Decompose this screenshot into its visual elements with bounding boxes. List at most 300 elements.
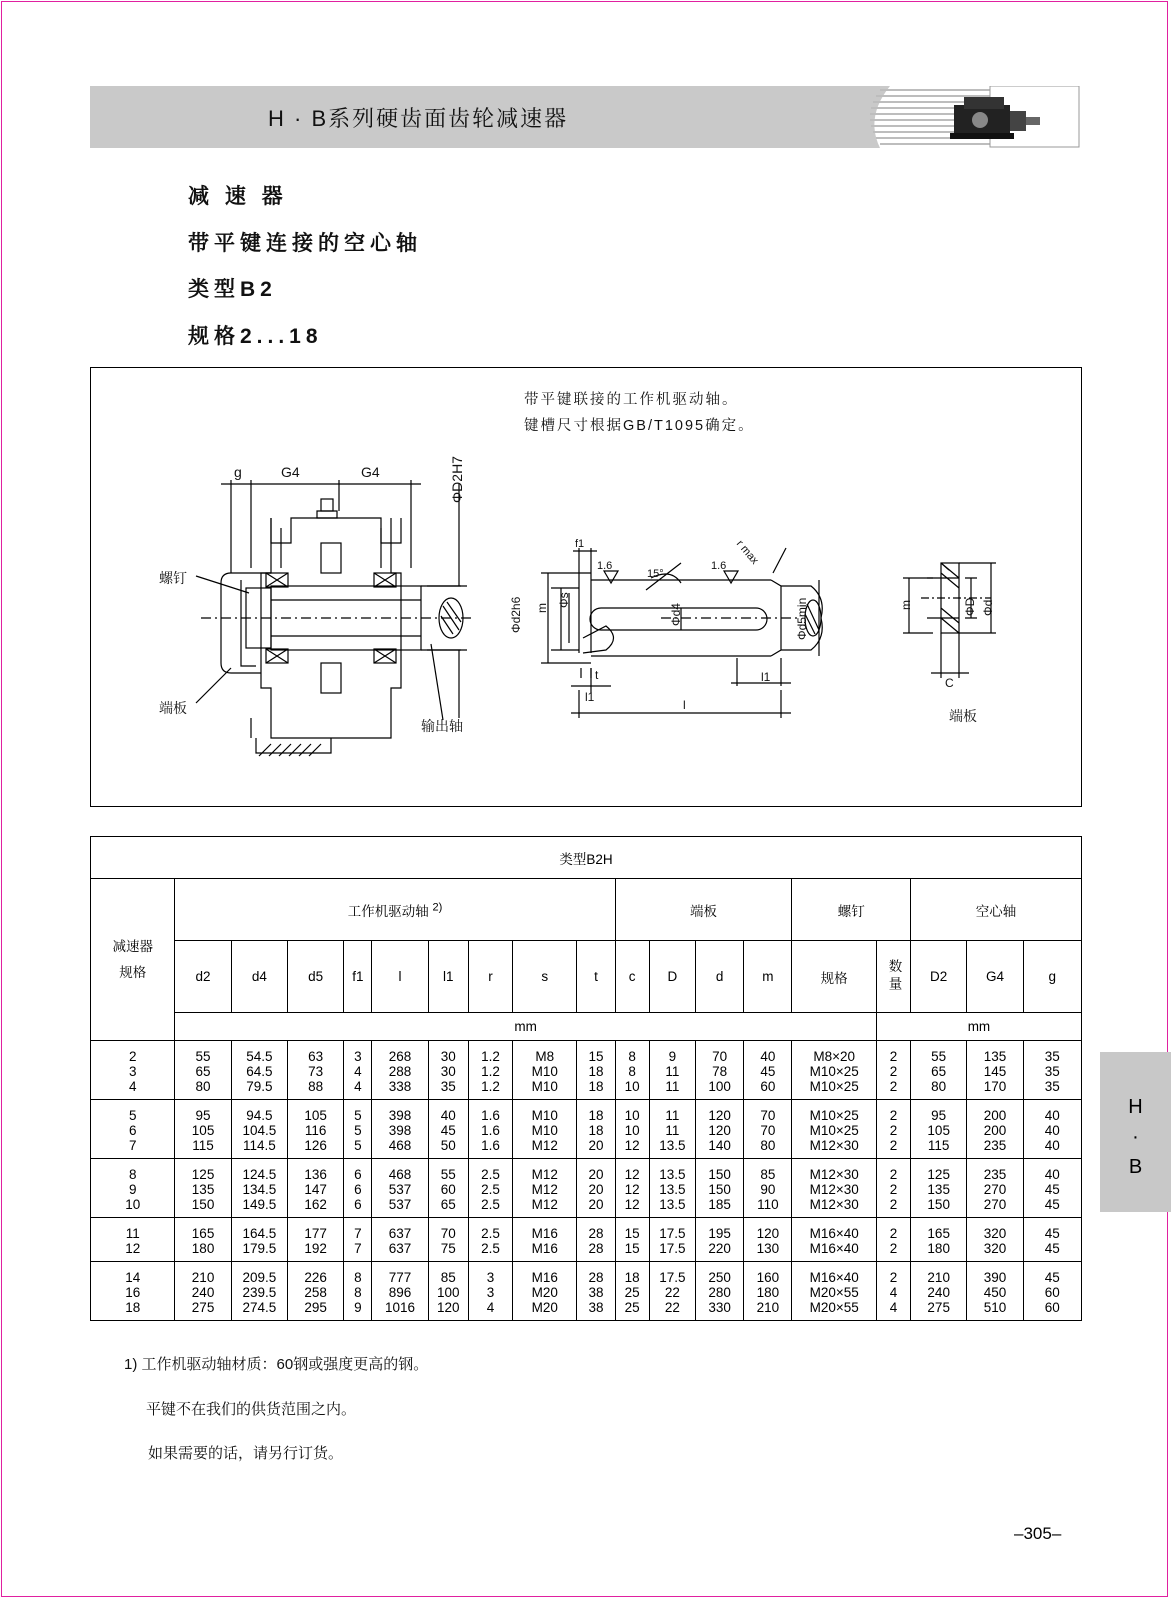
cell-d [695,1218,743,1262]
label-t: t [595,668,599,682]
cell-value: M10×25 [809,1064,859,1079]
cell-m [744,1262,792,1321]
cell-value: 45 [1044,1197,1060,1212]
cell-value: 18 [125,1300,141,1315]
label-roughness-1: 1.6 [597,560,613,572]
cell-value: 17.5 [659,1241,686,1256]
cell-d [695,1100,743,1159]
cell-value: 468 [388,1138,412,1153]
cell-value: 85 [440,1270,456,1285]
cell-value: 88 [308,1079,324,1094]
label-g4-left: G4 [281,464,300,480]
cell-value: 637 [388,1241,412,1256]
cell-value: 10 [624,1079,640,1094]
cell-value: 134.5 [242,1182,277,1197]
label-f1: f1 [575,538,585,550]
cell-value: 320 [983,1241,1007,1256]
cell-qty [876,1100,910,1159]
cell-value: 80 [760,1138,776,1153]
cell-value: 35 [440,1079,456,1094]
cell-value: 149.5 [242,1197,277,1212]
cell-value: 330 [708,1300,731,1315]
label-s: Φs [557,592,571,608]
cell-value: 45 [1044,1182,1060,1197]
cell-value: 240 [927,1285,950,1300]
label-output-shaft: 输出轴 [421,718,463,734]
cell-value: 17.5 [659,1270,686,1285]
cell-value: M12×30 [809,1167,859,1182]
cell-value: 64.5 [246,1064,273,1079]
cell-value: 2.5 [481,1182,500,1197]
cell-d2 [175,1218,231,1262]
cell-value: 90 [760,1182,776,1197]
screw-header: 螺钉 [792,879,911,941]
cell-c [615,1159,649,1218]
unit-mm-left: mm [175,1013,876,1041]
cell-value: 295 [304,1300,327,1315]
cell-f1 [344,1100,372,1159]
label-d5min: Φd5min [795,597,809,640]
cell-c [615,1262,649,1321]
cell-value: 9 [128,1182,137,1197]
cell-value: 177 [304,1226,327,1241]
cell-value: 8 [354,1285,362,1300]
cell-value: 12 [624,1138,640,1153]
col-r: r [468,941,512,1013]
cell-value: 115 [192,1138,214,1153]
cell-value: 140 [708,1138,731,1153]
label-plate-D: ΦD [963,597,977,616]
cell-value: 38 [588,1285,604,1300]
cell-l1 [428,1100,468,1159]
label-roughness-2: 1.6 [711,560,727,572]
cell-value: 250 [708,1270,731,1285]
label-d4: Φd4 [669,603,683,626]
cell-G4 [967,1041,1023,1100]
cell-value: 398 [388,1123,412,1138]
cell-value: 78 [712,1064,728,1079]
cell-value: 95 [195,1108,211,1123]
shaft-header: 工作机驱动轴 $^{2)}$ [175,879,615,941]
cell-value: 50 [440,1138,456,1153]
cell-value: 80 [931,1079,947,1094]
cell-value: 8 [128,1167,137,1182]
cell-g [1023,1041,1081,1100]
cell-l [372,1100,428,1159]
cell-value: 20 [588,1167,604,1182]
cell-sizes [91,1262,175,1321]
cell-screw [792,1218,876,1262]
cell-value: 20 [588,1182,604,1197]
cell-d [695,1159,743,1218]
cell-value: M12 [531,1197,558,1212]
col-D: D [649,941,695,1013]
cell-m [744,1100,792,1159]
cell-value: 160 [756,1270,780,1285]
cell-value: M20×55 [809,1300,859,1315]
cell-value: 28 [588,1241,604,1256]
cell-value: M16×40 [809,1270,859,1285]
cell-value: 60 [1044,1285,1060,1300]
table-row [91,1100,1082,1159]
cell-value: 258 [304,1285,327,1300]
hollow-shaft-header: 空心轴 [911,879,1082,941]
cell-value: M20 [531,1285,558,1300]
label-plate-d: Φd [981,599,995,616]
cell-value: 3 [128,1064,137,1079]
cell-t [577,1100,615,1159]
label-g: g [234,464,242,480]
header-band [90,86,1080,148]
cell-value: 1.6 [481,1138,500,1153]
cell-value: 124.5 [242,1167,277,1182]
cell-l1 [428,1218,468,1262]
drawing-note-2: 键槽尺寸根据GB/T1095确定。 [524,418,755,434]
cell-value: 73 [308,1064,324,1079]
cell-qty [876,1218,910,1262]
cell-screw [792,1100,876,1159]
cell-r [468,1041,512,1100]
cell-value: 12 [125,1241,141,1256]
cell-sizes [91,1041,175,1100]
cell-s [513,1041,577,1100]
cell-value: 100 [437,1285,460,1300]
cell-value: 185 [708,1197,731,1212]
cell-value: 4 [354,1064,362,1079]
cell-value: 537 [388,1182,412,1197]
cell-value: M12 [531,1138,558,1153]
cell-D [649,1100,695,1159]
cell-value: 338 [388,1079,412,1094]
cell-m [744,1041,792,1100]
col-d2: d2 [175,941,231,1013]
cell-value: 12 [624,1167,640,1182]
cell-value: 45 [1044,1270,1060,1285]
cell-value: 95 [931,1108,947,1123]
cell-r [468,1262,512,1321]
cell-sizes [91,1100,175,1159]
cell-value: 1.2 [481,1049,500,1064]
cell-value: 7 [354,1226,362,1241]
cell-d4 [231,1218,287,1262]
cell-value: M16 [531,1226,558,1241]
cell-value: 13.5 [659,1167,686,1182]
cell-value: M10 [531,1064,558,1079]
cell-value: 25 [624,1300,640,1315]
cell-value: 1.2 [481,1079,500,1094]
cell-value: 120 [756,1226,780,1241]
cell-D2 [911,1100,967,1159]
cell-value: 8 [354,1270,362,1285]
cell-value: 8 [628,1064,636,1079]
cell-value: 116 [304,1123,327,1138]
cell-value: M20 [531,1300,558,1315]
cell-value: M12×30 [809,1197,859,1212]
cell-value: 10 [624,1108,640,1123]
cell-d5 [287,1041,343,1100]
cell-value: 120 [437,1300,460,1315]
cell-d4 [231,1100,287,1159]
cell-value: 2 [889,1226,898,1241]
col-m: m [744,941,792,1013]
cell-value: 4 [354,1079,362,1094]
cell-s [513,1218,577,1262]
cell-d5 [287,1100,343,1159]
cell-value: 240 [191,1285,215,1300]
cell-value: 150 [927,1197,950,1212]
plate-header: 端板 [615,879,792,941]
cell-value: 126 [304,1138,327,1153]
cell-value: 65 [440,1197,456,1212]
cell-G4 [967,1100,1023,1159]
drawing-note-1: 带平键联接的工作机驱动轴。 [524,392,739,408]
cell-value: 2 [889,1108,898,1123]
cell-value: 3 [486,1285,495,1300]
cell-value: 63 [308,1049,324,1064]
cell-value: 45 [760,1064,776,1079]
cell-value: 18 [588,1108,604,1123]
cell-value: 896 [388,1285,412,1300]
size-header: 减速器 规格 [91,879,175,1041]
heading-reducer: 减 速 器 [188,185,288,208]
cell-value: 70 [760,1123,776,1138]
cell-value: 79.5 [246,1079,273,1094]
col-qty: 数量 [876,941,910,1013]
cell-value: 60 [1044,1300,1060,1315]
cell-d4 [231,1159,287,1218]
cell-value: 25 [624,1285,640,1300]
cell-value: 105 [304,1108,327,1123]
cell-value: 70 [760,1108,776,1123]
cell-value: 135 [927,1182,950,1197]
cell-value: 320 [983,1226,1007,1241]
cell-value: 35 [1044,1079,1060,1094]
cell-value: 94.5 [246,1108,273,1123]
cell-value: 6 [354,1182,362,1197]
col-D2: D2 [911,941,967,1013]
cell-value: 114.5 [242,1138,276,1153]
cell-d2 [175,1262,231,1321]
page-header-title: H · B系列硬齿面齿轮减速器 [268,106,569,131]
cell-value: 2 [889,1241,898,1256]
cell-value: 60 [440,1182,456,1197]
cell-value: 2.5 [481,1197,500,1212]
cell-value: M16×40 [809,1226,859,1241]
cell-value: 45 [1044,1241,1060,1256]
cell-value: 38 [588,1300,604,1315]
cell-value: 45 [1044,1226,1060,1241]
cell-value: 125 [927,1167,950,1182]
cell-f1 [344,1218,372,1262]
section-side-tab [1100,1052,1171,1212]
col-d5: d5 [287,941,343,1013]
cell-value: 2 [889,1197,898,1212]
cell-screw [792,1041,876,1100]
cell-value: 450 [983,1285,1007,1300]
cell-value: 2 [128,1049,137,1064]
cell-value: 2 [889,1182,898,1197]
cell-value: 210 [927,1270,950,1285]
cell-value: 135 [191,1182,215,1197]
cell-value: 110 [757,1197,779,1212]
label-end-plate-right: 端板 [949,708,977,724]
col-c: c [615,941,649,1013]
cell-value: 1.2 [481,1064,500,1079]
label-plate-c: C [945,676,954,690]
spec-table [90,836,1082,1321]
table-row [91,1159,1082,1218]
cell-value: 777 [388,1270,412,1285]
cell-g [1023,1100,1081,1159]
cell-value: 28 [588,1226,604,1241]
col-spec: 规格 [792,941,876,1013]
cell-value: 235 [983,1167,1007,1182]
cell-value: 12 [624,1197,640,1212]
cell-f1 [344,1262,372,1321]
label-g4-right: G4 [361,464,380,480]
cell-D2 [911,1262,967,1321]
page-number: –305– [1014,1524,1062,1543]
cell-value: 200 [983,1108,1007,1123]
cell-d4 [231,1041,287,1100]
cell-value: 18 [588,1123,604,1138]
cell-c [615,1100,649,1159]
cell-value: 1.6 [481,1123,500,1138]
cell-value: 11 [665,1123,680,1138]
label-end-plate-left: 端板 [159,700,187,716]
cell-r [468,1159,512,1218]
cell-d [695,1262,743,1321]
cell-value: 65 [931,1064,947,1079]
cell-value: 2 [889,1138,898,1153]
cell-value: 54.5 [246,1049,273,1064]
cell-D2 [911,1218,967,1262]
cell-value: M12 [531,1167,558,1182]
cell-value: 18 [624,1270,640,1285]
cell-value: 6 [354,1167,362,1182]
cell-value: 6 [354,1197,362,1212]
cell-value: 220 [708,1241,731,1256]
cell-value: 270 [983,1197,1007,1212]
cell-value: 15 [588,1049,604,1064]
cell-value: M12 [531,1182,558,1197]
cell-value: 35 [1044,1064,1060,1079]
cell-value: 10 [125,1197,141,1212]
label-m-plate: m [899,600,913,610]
cell-value: 164.5 [242,1226,277,1241]
cell-G4 [967,1218,1023,1262]
cell-D [649,1041,695,1100]
cell-value: 115 [927,1138,950,1153]
cell-value: 11 [665,1079,680,1094]
cell-f1 [344,1159,372,1218]
table-type-title: 类型B2H [91,837,1082,879]
cell-value: 13.5 [659,1197,686,1212]
cell-value: 145 [983,1064,1007,1079]
cell-value: 11 [125,1226,140,1241]
cell-value: 4 [889,1300,898,1315]
cell-value: 2.5 [481,1226,500,1241]
cell-value: 55 [931,1049,947,1064]
cell-d5 [287,1159,343,1218]
col-G4: G4 [967,941,1023,1013]
cell-value: 136 [304,1167,327,1182]
cell-value: 10 [624,1123,640,1138]
heading-type: 类型B2 [188,278,277,301]
label-angle: 15° [647,568,664,580]
cell-value: 510 [983,1300,1007,1315]
cell-value: 75 [440,1241,456,1256]
cell-s [513,1159,577,1218]
cell-value: 235 [983,1138,1007,1153]
cell-screw [792,1159,876,1218]
cell-value: M8×20 [813,1049,855,1064]
cell-value: 14 [125,1270,141,1285]
cell-t [577,1262,615,1321]
col-t: t [577,941,615,1013]
cell-value: 150 [708,1167,731,1182]
cell-t [577,1041,615,1100]
cell-value: 120 [708,1123,731,1138]
col-d: d [695,941,743,1013]
cell-value: 125 [191,1167,215,1182]
cell-d2 [175,1041,231,1100]
cell-value: 13.5 [659,1182,686,1197]
cell-value: M16×40 [809,1241,859,1256]
cell-value: 65 [195,1064,211,1079]
label-l: l [683,698,686,712]
cell-value: 6 [128,1123,137,1138]
cell-value: M10 [531,1079,558,1094]
cell-screw [792,1262,876,1321]
cell-c [615,1218,649,1262]
cell-value: 40 [1044,1167,1060,1182]
col-s: s [513,941,577,1013]
cell-value: 20 [588,1197,604,1212]
cell-value: 8 [628,1049,636,1064]
cell-value: 55 [195,1049,211,1064]
cell-value: M20×55 [809,1285,859,1300]
cell-l1 [428,1262,468,1321]
cell-value: 2 [889,1270,898,1285]
cell-sizes [91,1159,175,1218]
cell-value: 70 [440,1226,456,1241]
label-screw: 螺钉 [159,570,187,586]
col-d4: d4 [231,941,287,1013]
cell-value: 9 [668,1049,677,1064]
cell-value: 3 [354,1049,362,1064]
cell-d5 [287,1218,343,1262]
cell-value: 147 [304,1182,327,1197]
column-header-row [91,941,1082,1013]
cell-value: 60 [760,1079,776,1094]
cell-value: 4 [486,1300,495,1315]
cell-l [372,1041,428,1100]
cell-value: 150 [191,1197,215,1212]
cell-value: 5 [354,1123,362,1138]
cell-qty [876,1159,910,1218]
cell-D [649,1218,695,1262]
cell-D2 [911,1041,967,1100]
cell-value: 165 [927,1226,950,1241]
cell-value: 150 [708,1182,731,1197]
cell-value: M10×25 [809,1108,859,1123]
label-l1-left: l1 [585,690,595,704]
cell-value: 11 [665,1064,680,1079]
cell-value: 18 [588,1079,604,1094]
cell-value: 280 [708,1285,731,1300]
cell-value: M10 [531,1123,558,1138]
